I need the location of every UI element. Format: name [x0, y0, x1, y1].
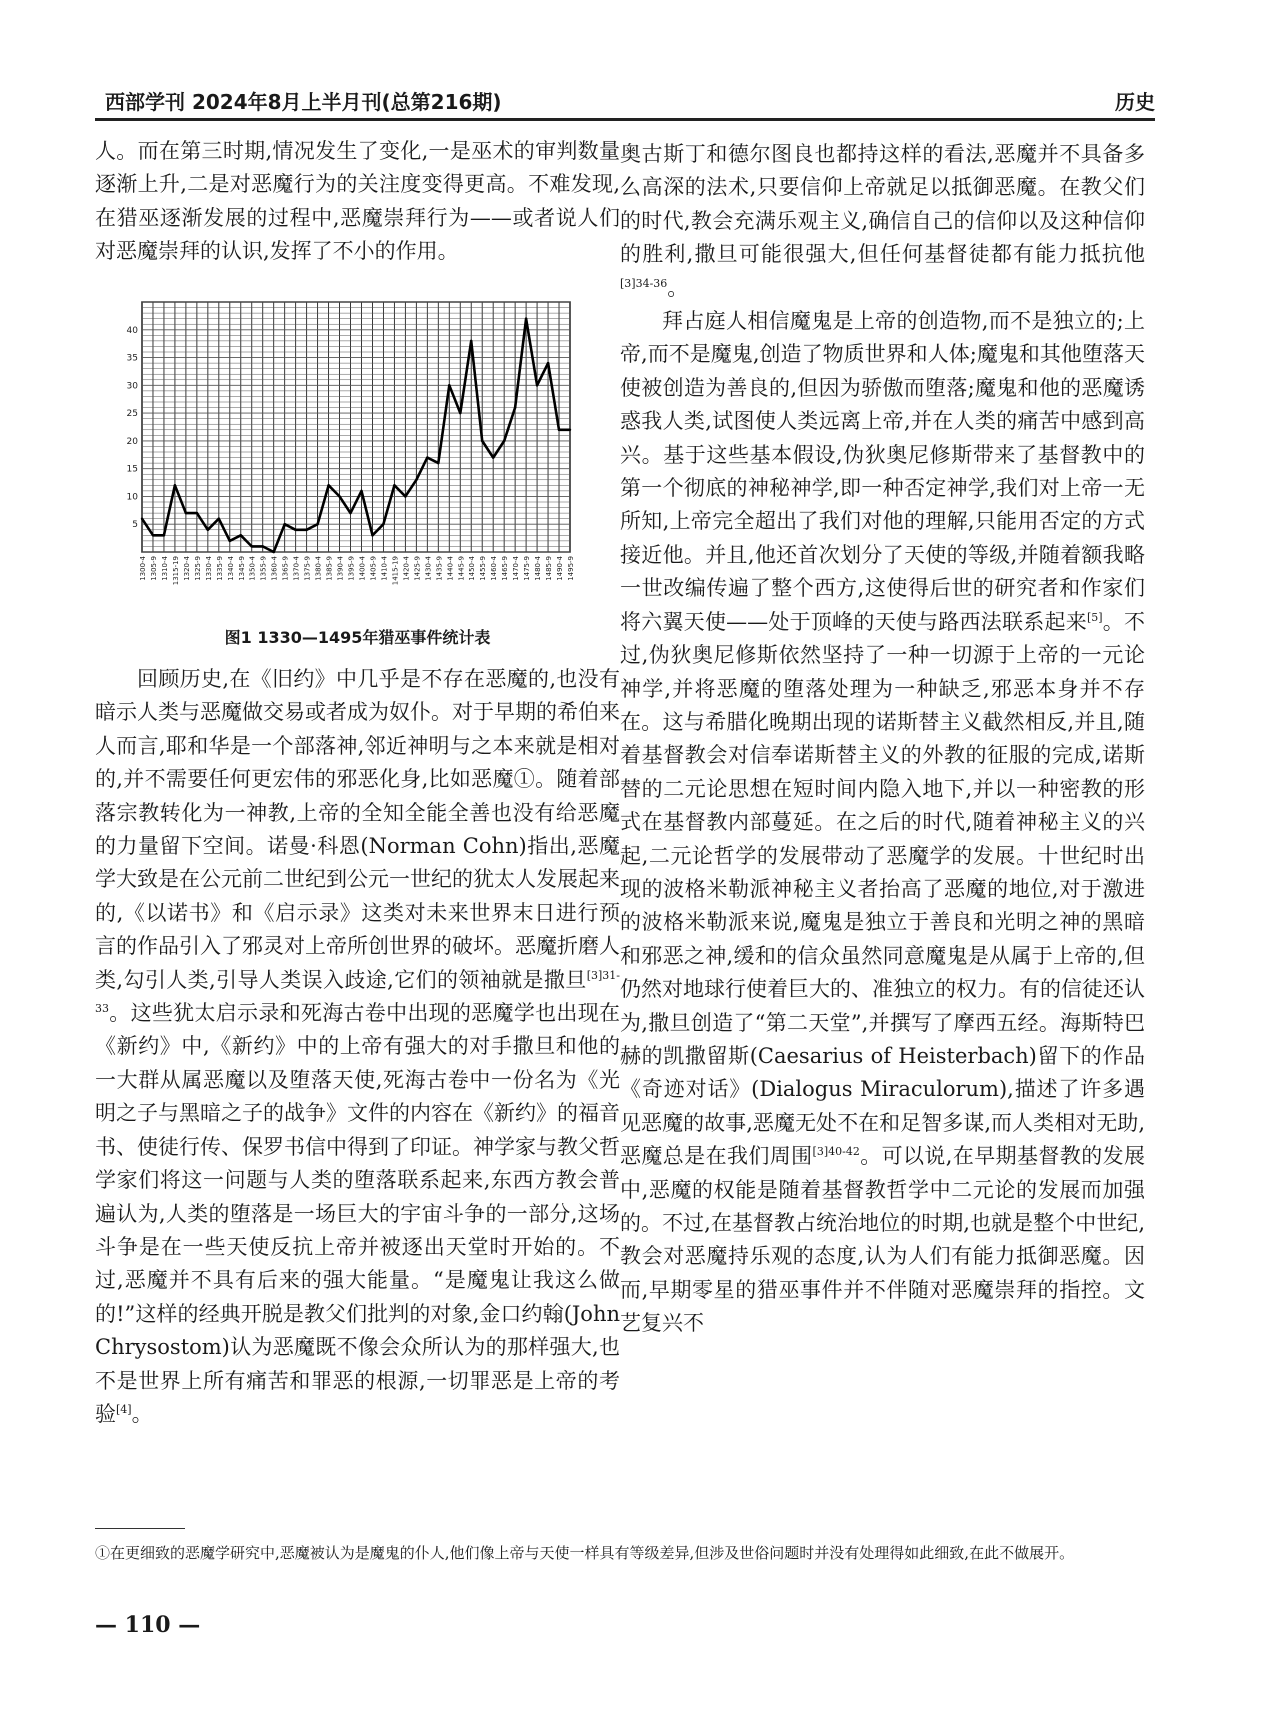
- footnote-rule: [95, 1528, 185, 1529]
- data-point: [393, 484, 395, 486]
- x-tick-label: 1415-19: [391, 556, 400, 586]
- data-point: [218, 517, 220, 519]
- data-point: [459, 412, 461, 414]
- x-tick-label: 1440-4: [446, 556, 455, 581]
- x-tick-label: 1465-9: [501, 556, 510, 581]
- x-tick-label: 1435-9: [435, 556, 444, 581]
- citation: [3]40-42: [812, 1145, 860, 1159]
- y-tick-label: 25: [126, 409, 138, 420]
- x-tick-label: 1495-9: [567, 556, 575, 581]
- plot-frame: [142, 302, 570, 552]
- data-point: [272, 551, 274, 553]
- data-point: [514, 406, 516, 408]
- citation: [4]: [116, 1402, 132, 1416]
- data-point: [294, 529, 296, 531]
- paragraph-text: 。: [131, 1401, 153, 1426]
- citation: [5]: [1086, 610, 1103, 624]
- x-tick-label: 1370-4: [292, 556, 301, 581]
- x-tick-label: 1305-9: [149, 556, 158, 581]
- citation: [3]34-36: [620, 276, 668, 290]
- y-tick-label: 35: [126, 353, 138, 364]
- data-point: [327, 484, 329, 486]
- data-point: [492, 456, 494, 458]
- y-tick-label: 10: [126, 492, 138, 503]
- data-point: [470, 340, 472, 342]
- x-tick-label: 1340-4: [226, 556, 235, 581]
- x-tick-label: 1345-9: [237, 556, 246, 581]
- x-tick-label: 1475-9: [523, 556, 532, 581]
- y-tick-label: 15: [126, 464, 138, 475]
- x-tick-label: 1375-9: [303, 556, 312, 581]
- x-tick-label: 1400-4: [358, 556, 367, 581]
- journal-title: 西部学刊 2024年8月上半月刊(总第216期): [105, 90, 502, 114]
- x-tick-label: 1360-4: [270, 556, 279, 581]
- right-column: [620, 138, 1145, 1341]
- data-point: [536, 384, 538, 386]
- x-tick-label: 1395-9: [347, 556, 356, 581]
- data-point: [338, 495, 340, 497]
- paragraph-text: 回顾历史,在《旧约》中几乎是不存在恶魔的,也没有暗示人类与恶魔做交易或者成为奴仆。对于早期的希伯来人而言,耶和华是一个部落神,邻近神明与之本来就是相对的,并不需要任何更宏伟的邪恶化身,比如恶魔①。随着部落宗教转化为一神教,上帝的全知全能全善也没有给恶魔的力量留下空间。诺曼·科恩(Norman Cohn)指出,恶魔学大致是在公元前二世纪到公元一世纪的犹太人发展起来的,《以诺书》和《启示录》这类对未来世界末日进行预言的作品引入了邪灵对上帝所创世界的破坏。恶魔折磨人类,勾引人类,引导人类误入歧途,它们的领袖就是撒旦: [95, 667, 620, 992]
- data-point: [152, 534, 154, 536]
- data-point: [207, 529, 209, 531]
- y-tick-label: 20: [126, 436, 138, 447]
- data-point: [349, 512, 351, 514]
- x-tick-label: 1315-19: [171, 556, 180, 586]
- paragraph: [620, 305, 1145, 1341]
- data-point: [426, 456, 428, 458]
- x-tick-label: 1325-9: [193, 556, 202, 581]
- paragraph-text: 。: [667, 275, 689, 300]
- x-tick-label: 1335-9: [215, 556, 224, 581]
- figure-caption: 图1 1330—1495年猎巫事件统计表: [224, 628, 491, 647]
- y-tick-label: 40: [126, 325, 138, 336]
- data-point: [251, 545, 253, 547]
- x-tick-label: 1430-4: [424, 556, 433, 581]
- x-tick-label: 1310-4: [160, 556, 169, 581]
- data-point: [371, 534, 373, 536]
- x-tick-label: 1330-4: [204, 556, 213, 581]
- paragraph-text: 。这些犹太启示录和死海古卷中出现的恶魔学也出现在《新约》中,《新约》中的上帝有强大的对手撒旦和他的一大群从属恶魔以及堕落天使,死海古卷中一份名为《光明之子与黑暗之子的战争》文件的内容在《新约》的福音书、使徒行传、保罗书信中得到了印证。神学家与教父哲学家们将这一问题与人类的堕落联系起来,东西方教会普遍认为,人类的堕落是一场巨大的宇宙斗争的一部分,这场斗争是在一些天使反抗上帝并被逐出天堂时开始的。不过,恶魔并不具有后来的强大能量。“是魔鬼让我这么做的!”这样的经典开脱是教父们批判的对象,金口约翰(John Chrysostom)认为恶魔既不像会众所认为的那样强大,也不是世界上所有痛苦和罪恶的根源,一切罪恶是上帝的考验: [95, 1001, 620, 1426]
- page-header: [95, 86, 1155, 116]
- data-point: [262, 545, 264, 547]
- x-tick-label: 1460-4: [490, 556, 499, 581]
- x-tick-label: 1390-4: [336, 556, 345, 581]
- data-point: [240, 534, 242, 536]
- page-number: — 110 —: [95, 1612, 201, 1638]
- chart-svg: [120, 300, 600, 610]
- x-tick-label: 1385-9: [325, 556, 334, 581]
- header-rule: [95, 118, 1155, 121]
- x-tick-label: 1485-9: [545, 556, 554, 581]
- paragraph-text: 。不过,伪狄奥尼修斯依然坚持了一种一切源于上帝的一元论神学,并将恶魔的堕落处理为一种缺乏,邪恶本身并不存在。这与希腊化晚期出现的诺斯替主义截然相反,并且,随着基督教会对信奉诺斯替主义的外教的征服的完成,诺斯替的二元论思想在短时间内隐入地下,并以一种密教的形式在基督教内部蔓延。在之后的时代,随着神秘主义的兴起,二元论哲学的发展带动了恶魔学的发展。十世纪时出现的波格米勒派神秘主义者抬高了恶魔的地位,对于激进的波格米勒派来说,魔鬼是独立于善良和光明之神的黑暗和邪恶之神,缓和的信众虽然同意魔鬼是从属于上帝的,但仍然对地球行使着巨大的、准独立的权力。有的信徒还认为,撒旦创造了“第二天堂”,并撰写了摩西五经。海斯特巴赫的凯撒留斯(Caesarius of Heisterbach)留下的作品《奇迹对话》(Dialogus Miraculorum),描述了许多遇见恶魔的故事,恶魔无处不在和足智多谋,而人类相对无助,恶魔总是在我们周围: [620, 609, 1146, 1169]
- left-column-top: [95, 135, 620, 269]
- x-tick-label: 1425-9: [413, 556, 422, 581]
- data-point: [558, 429, 560, 431]
- x-tick-label: 1410-4: [380, 556, 389, 581]
- data-point: [448, 384, 450, 386]
- data-point: [437, 462, 439, 464]
- data-point: [185, 512, 187, 514]
- data-point: [525, 317, 527, 319]
- data-point: [305, 529, 307, 531]
- x-tick-label: 1490-4: [556, 556, 565, 581]
- data-point: [316, 523, 318, 525]
- paragraph-text: 。可以说,在早期基督教的发展中,恶魔的权能是随着基督教哲学中二元论的发展而加强的。不过,在基督教占统治地位的时期,也就是整个中世纪,教会对恶魔持乐观的态度,认为人们有能力抵御恶魔。因而,早期零星的猎巫事件并不伴随对恶魔崇拜的指控。文艺复兴不: [620, 1144, 1145, 1336]
- paragraph: [620, 138, 1145, 305]
- left-column-main: [95, 663, 620, 1431]
- figure-chart: [120, 300, 600, 610]
- x-tick-label: 1480-4: [534, 556, 543, 581]
- x-tick-label: 1420-4: [402, 556, 411, 581]
- data-point: [415, 479, 417, 481]
- y-tick-label: 5: [132, 520, 138, 531]
- x-tick-label: 1365-9: [281, 556, 290, 581]
- paragraph-text: 拜占庭人相信魔鬼是上帝的创造物,而不是独立的;上帝,而不是魔鬼,创造了物质世界和人体;魔鬼和其他堕落天使被创造为善良的,但因为骄傲而堕落;魔鬼和他的恶魔诱惑我人类,试图使人类远离上帝,并在人类的痛苦中感到高兴。基于这些基本假设,伪狄奥尼修斯带来了基督教中的第一个彻底的神秘神学,即一种否定神学,我们对上帝一无所知,上帝完全超出了我们对他的理解,只能用否定的方式接近他。并且,他还首次划分了天使的等级,并随着额我略一世改编传遍了整个西方,这使得后世的研究者和作家们将六翼天使——处于顶峰的天使与路西法联系起来: [620, 309, 1145, 634]
- data-point: [382, 523, 384, 525]
- paragraph: [95, 663, 620, 1431]
- data-point: [360, 490, 362, 492]
- paragraph: 人。而在第三时期,情况发生了变化,一是巫术的审判数量逐渐上升,二是对恶魔行为的关注度变得更高。不难发现,在猎巫逐渐发展的过程中,恶魔崇拜行为——或者说人们对恶魔崇拜的认识,发挥了不小的作用。: [95, 139, 620, 264]
- x-tick-label: 1445-9: [457, 556, 466, 581]
- x-tick-label: 1320-4: [182, 556, 191, 581]
- x-tick-label: 1350-4: [248, 556, 257, 581]
- data-point: [481, 440, 483, 442]
- data-point: [503, 440, 505, 442]
- data-point: [547, 362, 549, 364]
- section-label: 历史: [1115, 90, 1155, 114]
- data-point: [283, 523, 285, 525]
- x-tick-label: 1405-9: [369, 556, 378, 581]
- data-point: [229, 540, 231, 542]
- x-tick-label: 1455-9: [479, 556, 488, 581]
- data-point: [404, 495, 406, 497]
- x-tick-label: 1355-9: [259, 556, 268, 581]
- data-point: [196, 512, 198, 514]
- paragraph-text: 奥古斯丁和德尔图良也都持这样的看法,恶魔并不具备多么高深的法术,只要信仰上帝就足以抵御恶魔。在教父们的时代,教会充满乐观主义,确信自己的信仰以及这种信仰的胜利,撒旦可能很强大,但任何基督徒都有能力抵抗他: [620, 142, 1145, 267]
- data-point: [174, 484, 176, 486]
- x-tick-label: 1450-4: [468, 556, 477, 581]
- data-point: [569, 429, 571, 431]
- footnote: ①在更细致的恶魔学研究中,恶魔被认为是魔鬼的仆人,他们像上帝与天使一样具有等级差异,但涉及世俗问题时并没有处理得如此细致,在此不做展开。: [95, 1544, 1075, 1562]
- citation: [3]31-33: [95, 968, 620, 1016]
- data-point: [163, 534, 165, 536]
- y-tick-label: 30: [126, 381, 138, 392]
- x-tick-label: 1470-4: [512, 556, 521, 581]
- data-point: [141, 517, 143, 519]
- x-tick-label: 1300-4: [139, 556, 147, 581]
- x-tick-label: 1380-4: [314, 556, 323, 581]
